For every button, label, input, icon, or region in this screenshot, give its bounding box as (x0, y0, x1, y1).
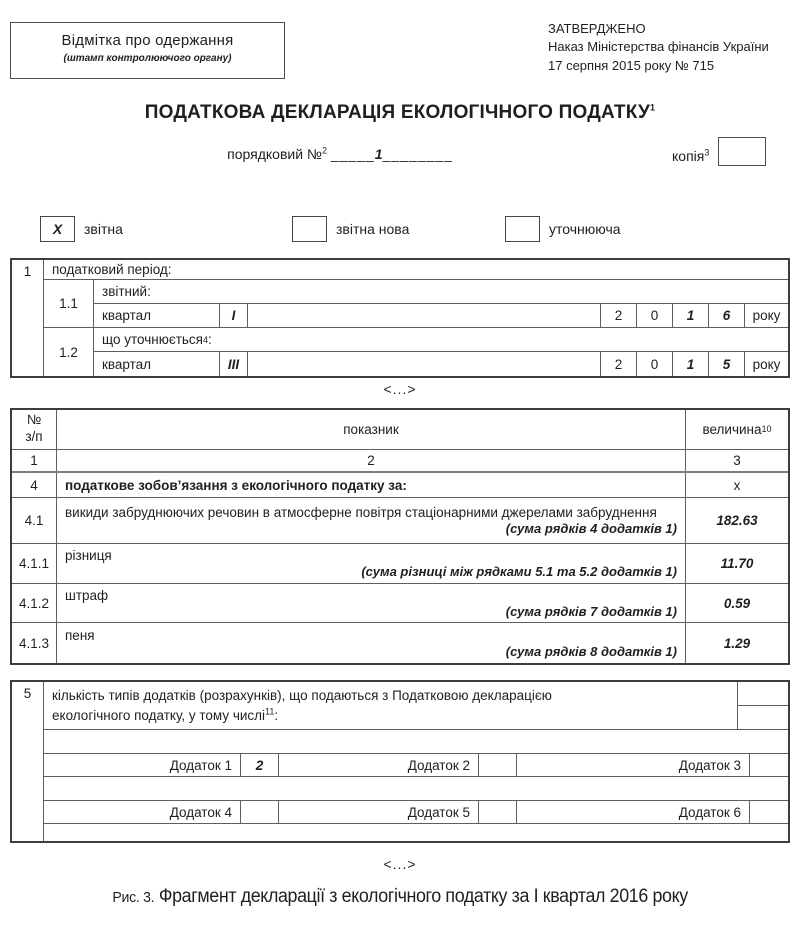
numbering-cell-3: 3 (733, 452, 741, 468)
indicator-row-4-1-2 (12, 584, 788, 624)
annex-header-line2-text: екологічного податку, у тому числі (52, 708, 266, 724)
indicator-row-4-1-1 (12, 544, 788, 584)
declaration-type-row (0, 216, 800, 242)
year-digit-1[interactable]: 2 (600, 304, 636, 327)
row413-text: пеня (65, 627, 95, 643)
row412-text-cell (57, 584, 686, 623)
tax-period-table (10, 258, 790, 378)
annex-header-box-bottom[interactable] (738, 706, 788, 729)
annex-empty-row-2 (44, 777, 788, 801)
period-reporting-number: 1.1 (44, 280, 94, 327)
row4-text: податкове зобов’язання з екологічного податку за: (65, 477, 407, 493)
reporting-type-group (40, 216, 123, 242)
row41-number: 4.1 (12, 498, 57, 543)
row412-note: (сума рядків 7 додатків 1) (505, 603, 677, 619)
approved-line3: 17 серпня 2015 року № 715 (548, 57, 715, 73)
annex-empty-row-3 (44, 824, 788, 841)
row411-text-cell (57, 544, 686, 583)
copy-checkbox[interactable] (718, 137, 766, 166)
serial-number-line (0, 146, 680, 162)
reporting-label: звітна (84, 221, 123, 237)
row4-text-cell (57, 473, 686, 497)
year2-digit-2[interactable]: 0 (636, 352, 672, 376)
clarifying-label: уточнююча (549, 221, 621, 237)
annex4-label: Додаток 4 (44, 801, 241, 823)
period-clarified-label-text: що уточнюється (102, 332, 203, 347)
annex1-value[interactable]: 2 (241, 754, 279, 776)
annex-row-1-3 (44, 754, 788, 777)
annex-header-colon: : (274, 708, 279, 724)
row413-note: (сума рядків 8 додатків 1) (505, 643, 677, 659)
annex5-value[interactable] (479, 801, 517, 823)
col-header-value: величина 10 (702, 421, 772, 437)
receipt-stamp-box (10, 22, 285, 79)
quarter-label-2: квартал (94, 352, 220, 376)
row4-value[interactable]: х (733, 477, 741, 493)
row411-number: 4.1.1 (12, 544, 57, 583)
annex-row-number: 5 (12, 682, 44, 841)
figure-caption-text: Фрагмент декларації з екологічного податку за І квартал 2016 року (154, 886, 688, 907)
col-header-number-l1: № (26, 412, 42, 428)
figure-caption-prefix: Рис. 3. (112, 889, 155, 906)
indicators-table (10, 408, 790, 665)
copy-footnote: 3 (704, 147, 710, 158)
omission-separator-bottom: <...> (383, 856, 417, 872)
annex-header (44, 682, 788, 730)
indicator-row-4-1 (12, 498, 788, 544)
row412-value[interactable]: 0.59 (723, 595, 751, 611)
annex-header-boxes (738, 682, 788, 729)
serial-value[interactable]: 1 (374, 146, 383, 162)
annex6-value[interactable] (750, 801, 788, 823)
approved-line1: ЗАТВЕРДЖЕНО (548, 21, 646, 36)
period-header: податковий період: (44, 260, 788, 280)
annex6-label: Додаток 6 (517, 801, 750, 823)
reporting-new-type-group (292, 216, 409, 242)
annex-empty-row-1 (44, 730, 788, 754)
row411-value[interactable]: 11.70 (720, 556, 754, 572)
period-clarified-number: 1.2 (44, 328, 94, 376)
year2-digit-4[interactable]: 5 (708, 352, 744, 376)
indicator-row-4 (12, 473, 788, 498)
quarter-filler-2 (248, 352, 600, 376)
quarter-value[interactable]: I (220, 304, 248, 327)
receipt-stamp-title: Відмітка про одержання (61, 32, 234, 49)
year-digit-4[interactable]: 6 (708, 304, 744, 327)
row411-note: (сума різниці між рядками 5.1 та 5.2 додатків 1) (361, 564, 677, 580)
serial-underscore-left: _____ (330, 146, 375, 162)
indicators-header-row (12, 410, 788, 450)
year2-word: року (744, 352, 788, 376)
approved-line2: Наказ Міністерства фінансів України (548, 39, 769, 55)
copy-label (672, 148, 709, 164)
quarter-filler (248, 304, 600, 327)
numbering-cell-2: 2 (57, 450, 686, 472)
row4-number: 4 (12, 473, 57, 497)
year-digit-3[interactable]: 1 (672, 304, 708, 327)
serial-footnote: 2 (321, 145, 327, 156)
annex-count-table (10, 680, 790, 843)
col-header-value-text: величина (702, 421, 762, 437)
row41-text: викиди забруднюючих речовин в атмосферне повітря стаціонарними джерелами забруднення (65, 505, 657, 521)
form-title (0, 102, 800, 124)
annex-row-4-6 (44, 801, 788, 824)
row413-text-cell (57, 623, 686, 663)
annex-header-line2 (52, 706, 729, 726)
annex-header-box-top[interactable] (738, 682, 788, 706)
row412-number: 4.1.2 (12, 584, 57, 623)
reporting-checkbox[interactable]: X (40, 216, 75, 242)
period-reporting-label: звітний: (94, 280, 788, 304)
row413-number: 4.1.3 (12, 623, 57, 663)
annex2-label: Додаток 2 (279, 754, 479, 776)
year2-digit-1[interactable]: 2 (600, 352, 636, 376)
period-row-number: 1 (12, 260, 44, 376)
year-digit-2[interactable]: 0 (636, 304, 672, 327)
clarifying-checkbox[interactable] (505, 216, 540, 242)
reporting-new-label: звітна нова (336, 221, 410, 237)
col-header-number-l2: з/п (25, 429, 43, 445)
annex-header-line1: кількість типів додатків (розрахунків), що подаються з Податковою декларацією (52, 688, 552, 703)
period-clarified-colon: : (208, 332, 212, 347)
annex4-value[interactable] (241, 801, 279, 823)
serial-label: порядковий № (227, 146, 322, 162)
period-reporting-block (44, 280, 788, 328)
annex3-value[interactable] (750, 754, 788, 776)
serial-underscore-right: ________ (382, 146, 453, 162)
row41-note: (сума рядків 4 додатків 1) (505, 521, 677, 537)
annex1-label: Додаток 1 (44, 754, 241, 776)
row411-text: різниця (65, 548, 112, 564)
annex3-label: Додаток 3 (517, 754, 750, 776)
receipt-stamp-subtitle: (штамп контролюючого органу) (63, 53, 232, 64)
period-clarified-label: що уточнюється 4 : (94, 328, 788, 352)
row41-value[interactable]: 182.63 (716, 513, 758, 529)
approved-block (548, 20, 769, 75)
year-word: року (744, 304, 788, 327)
indicator-row-4-1-3 (12, 623, 788, 663)
form-title-text: ПОДАТКОВА ДЕКЛАРАЦІЯ ЕКОЛОГІЧНОГО ПОДАТКУ (144, 102, 651, 123)
copy-label-text: копія (672, 148, 705, 164)
annex2-value[interactable] (479, 754, 517, 776)
annex5-label: Додаток 5 (279, 801, 479, 823)
annex-header-text (44, 682, 738, 729)
annex-header-footnote: 11 (265, 706, 275, 717)
year2-digit-3[interactable]: 1 (672, 352, 708, 376)
row413-value[interactable]: 1.29 (723, 635, 751, 651)
clarifying-type-group (505, 216, 621, 242)
figure-caption (0, 886, 800, 908)
row41-text-cell (57, 498, 686, 543)
period-clarified-block (44, 328, 788, 376)
quarter-value-2[interactable]: III (220, 352, 248, 376)
numbering-cell-1: 1 (12, 450, 57, 472)
col-header-number (12, 410, 57, 449)
reporting-new-checkbox[interactable] (292, 216, 327, 242)
omission-separator-top: <...> (383, 381, 417, 397)
form-title-footnote: 1 (650, 102, 656, 113)
quarter-label: квартал (94, 304, 220, 327)
column-numbering-row (12, 450, 788, 474)
col-header-indicator: показник (57, 410, 686, 449)
row412-text: штраф (65, 587, 109, 603)
